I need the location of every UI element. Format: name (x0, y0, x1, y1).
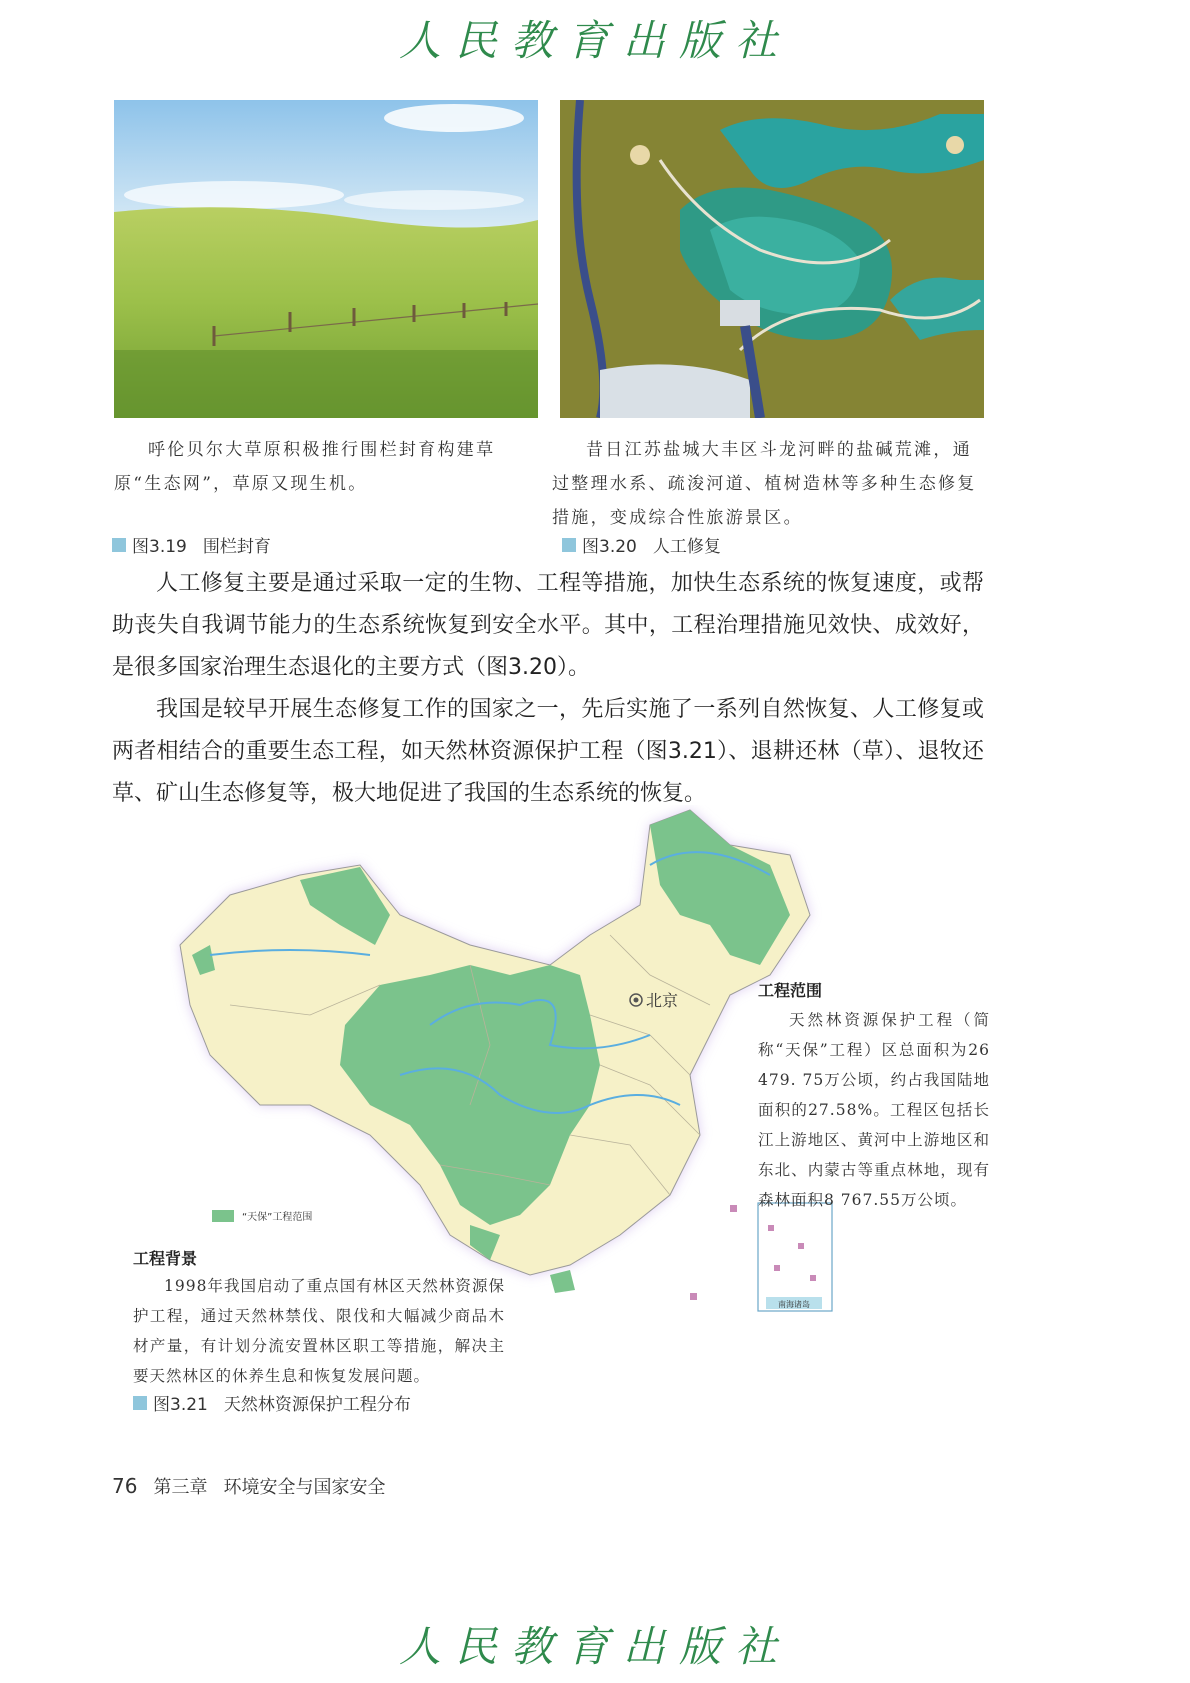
project-background-title: 工程背景 (133, 1249, 198, 1268)
figure-number: 图3.20 (582, 537, 637, 557)
figure-3-19-caption: 呼伦贝尔大草原积极推行围栏封育构建草原“生态网”，草原又现生机。 (114, 440, 496, 494)
grassland-photo (114, 100, 538, 418)
publisher-brand-footer: 人民教育出版社 (398, 1622, 791, 1671)
figure-number: 图3.19 (132, 537, 187, 557)
figure-3-19-label (112, 532, 271, 557)
restoration-aerial-photo (560, 100, 984, 418)
figure-3-20-caption-block (552, 433, 984, 535)
publisher-brand-header: 人民教育出版社 (398, 16, 791, 65)
figure-3-20-label (562, 532, 721, 557)
paragraph-2: 我国是较早开展生态修复工作的国家之一，先后实施了一系列自然恢复、人工修复或两者相结合的重要生态工程，如天然林资源保护工程（图3.21）、退耕还林（草）、退牧还草、矿山生态修复等，极大地促进了我国的生态系统的恢复。 (112, 697, 984, 806)
figure-marker-square (133, 1396, 147, 1410)
figure-title: 人工修复 (652, 537, 721, 557)
project-background-text: 1998年我国启动了重点国有林区天然林资源保护工程，通过天然林禁伐、限伐和大幅减少商品木材产量，有计划分流安置林区职工等措施，解决主要天然林区的休养生息和恢复发展问题。 (133, 1277, 505, 1385)
paragraph-1: 人工修复主要是通过采取一定的生物、工程等措施，加快生态系统的恢复速度，或帮助丧失自我调节能力的生态系统恢复到安全水平。其中，工程治理措施见效快、成效好，是很多国家治理生态退化的主要方式（图3.20）。 (112, 571, 984, 680)
project-scope-title: 工程范围 (758, 981, 823, 1000)
figure-marker-square (562, 538, 576, 552)
capital-label: 北京 (646, 991, 679, 1010)
project-scope-box (758, 978, 990, 1215)
figure-title: 围栏封育 (202, 537, 271, 557)
page-number: 76 (112, 1474, 138, 1498)
figure-3-21-label (133, 1390, 411, 1415)
inset-label: 南海诸岛 (778, 1300, 810, 1309)
figure-marker-square (112, 538, 126, 552)
legend-label: “天保”工程范围 (242, 1212, 313, 1223)
project-background-box (133, 1246, 505, 1391)
chapter-title: 环境安全与国家安全 (223, 1477, 386, 1498)
figure-number: 图3.21 (153, 1395, 208, 1415)
project-scope-text: 天然林资源保护工程（简称“天保”工程）区总面积为26 479. 75万公顷，约占我国陆地面积的27.58%。工程区包括长江上游地区、黄河中上游地区和东北、内蒙古等重点林地，现有森林面积8 767.55万公顷。 (758, 1011, 990, 1209)
page-footer (112, 1473, 385, 1499)
figure-title: 天然林资源保护工程分布 (223, 1395, 411, 1415)
chapter-number: 第三章 (153, 1477, 208, 1498)
figure-3-20-caption: 昔日江苏盐城大丰区斗龙河畔的盐碱荒滩，通过整理水系、疏浚河道、植树造林等多种生态修复措施，变成综合性旅游景区。 (552, 440, 977, 528)
figure-3-19-caption-block (114, 433, 538, 501)
legend-swatch (212, 1210, 234, 1222)
body-text (112, 563, 984, 815)
china-map (170, 805, 840, 1315)
